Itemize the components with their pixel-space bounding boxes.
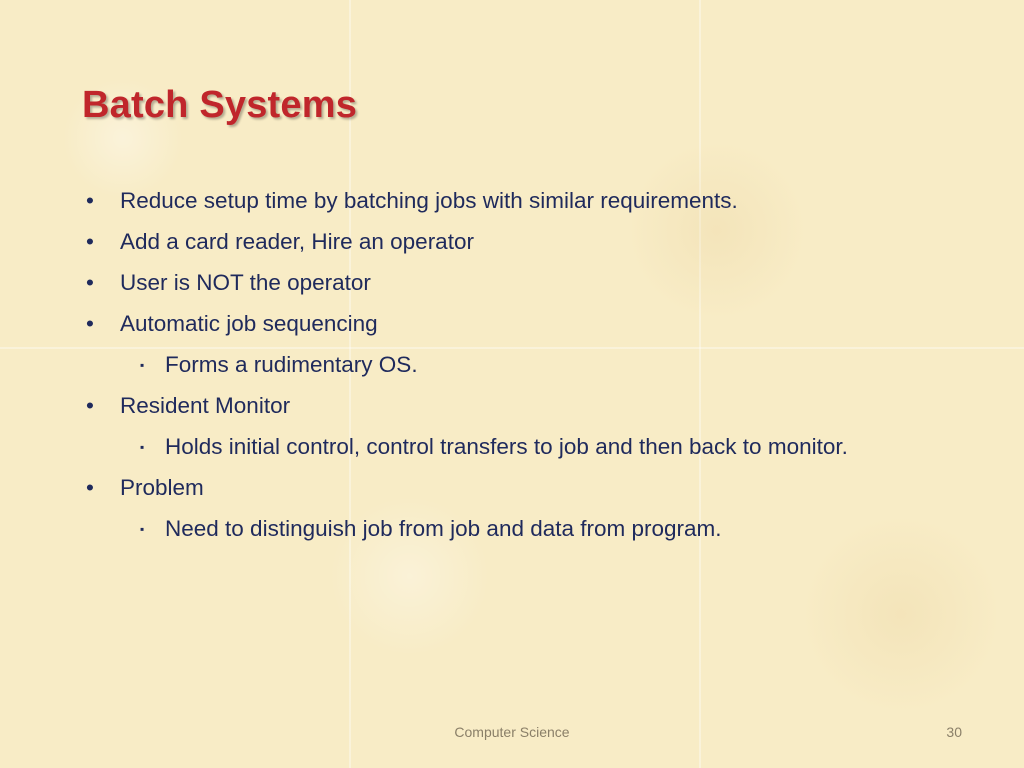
bullet-dot-icon: • (86, 270, 94, 295)
bullet-list (84, 184, 904, 553)
sub-bullet-item (84, 512, 904, 546)
bullet-item (84, 471, 904, 505)
bullet-text: Automatic job sequencing (120, 311, 378, 336)
bullet-text: Add a card reader, Hire an operator (120, 229, 474, 254)
bullet-text: User is NOT the operator (120, 270, 371, 295)
square-bullet-icon: ▪ (140, 440, 145, 454)
sub-bullet-item (84, 348, 904, 382)
bullet-item (84, 307, 904, 341)
bullet-text: Reduce setup time by batching jobs with similar requirements. (120, 188, 738, 213)
square-bullet-icon: ▪ (140, 522, 145, 536)
page-number: 30 (946, 724, 962, 740)
bullet-item (84, 266, 904, 300)
sub-bullet-item (84, 430, 904, 464)
bullet-item (84, 225, 904, 259)
bullet-text: Resident Monitor (120, 393, 291, 418)
bullet-dot-icon: • (86, 393, 94, 418)
bullet-dot-icon: • (86, 229, 94, 254)
bullet-dot-icon: • (86, 475, 94, 500)
sub-bullet-text: Holds initial control, control transfers to job and then back to monitor. (165, 434, 848, 459)
sub-bullet-text: Forms a rudimentary OS. (165, 352, 418, 377)
footer-label: Computer Science (454, 724, 570, 740)
bullet-text: Problem (120, 475, 204, 500)
bullet-item (84, 184, 904, 218)
sub-bullet-text: Need to distinguish job from job and data from program. (165, 516, 722, 541)
bullet-dot-icon: • (86, 188, 94, 213)
bullet-item (84, 389, 904, 423)
square-bullet-icon: ▪ (140, 358, 145, 372)
bullet-dot-icon: • (86, 311, 94, 336)
slide-title: Batch Systems (82, 84, 358, 126)
